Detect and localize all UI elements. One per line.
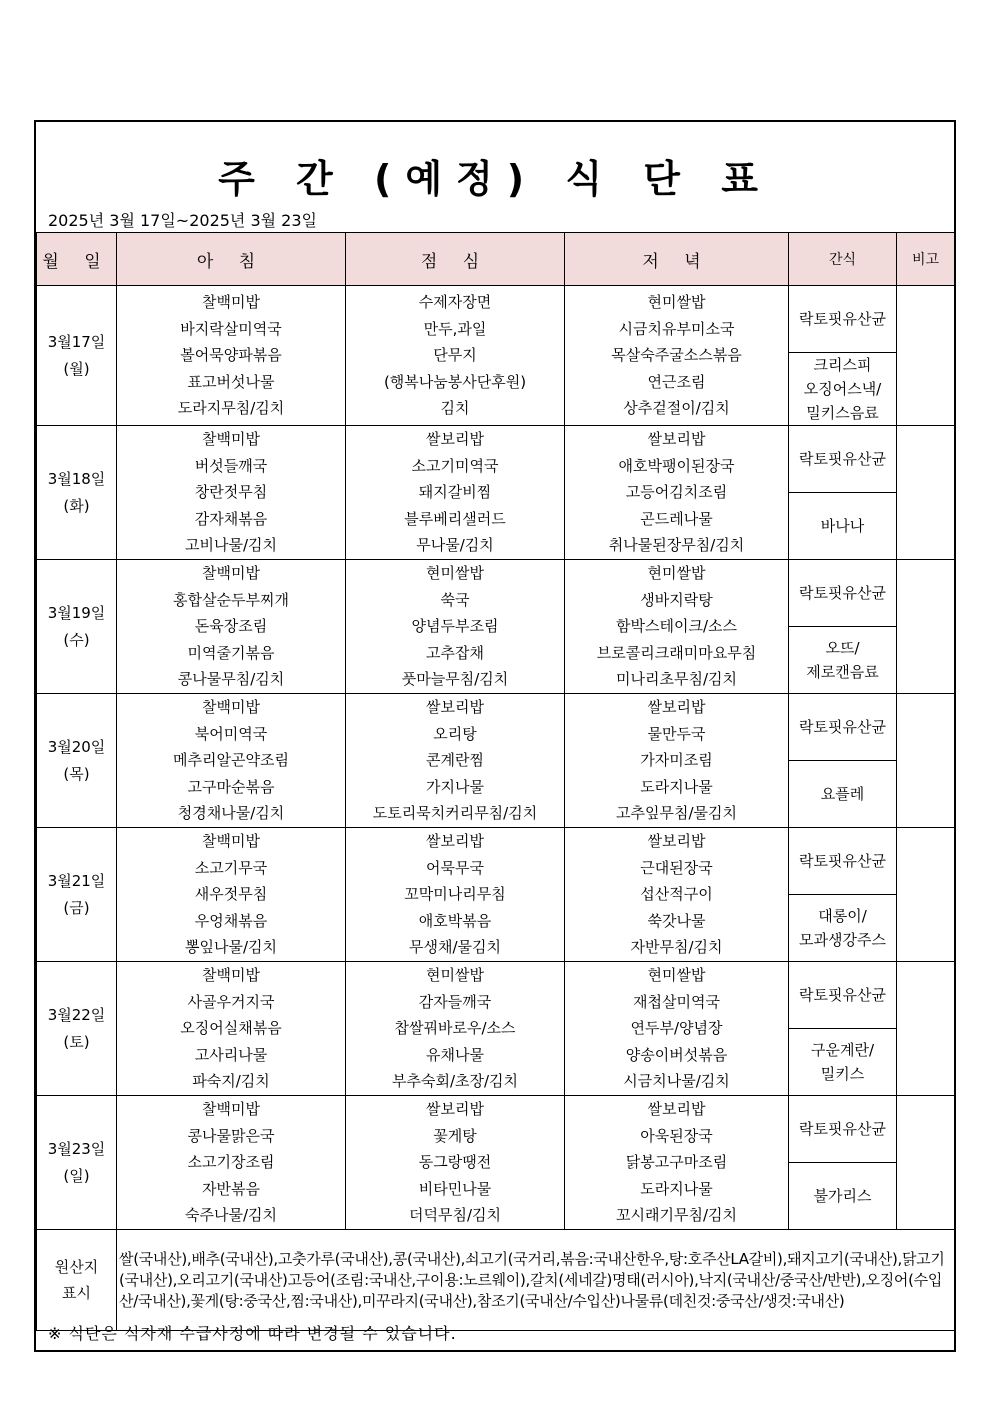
snack-item: 모과생강주스	[799, 931, 886, 949]
breakfast-cell	[117, 962, 346, 1096]
breakfast-item: 북어미역국	[194, 724, 268, 743]
day-cell	[37, 828, 117, 962]
breakfast-item: 버섯들깨국	[194, 456, 268, 475]
snack-item: 구운계란/	[810, 1041, 874, 1059]
header-breakfast: 아 침	[117, 233, 346, 286]
lunch-cell	[346, 828, 565, 962]
breakfast-cell	[117, 828, 346, 962]
dinner-item: 양송이버섯볶음	[625, 1045, 728, 1064]
breakfast-item: 고비나물/김치	[185, 536, 277, 555]
breakfast-item: 창란젓무침	[194, 483, 268, 502]
day-date: 3월19일	[47, 603, 106, 622]
lunch-item: 애호박볶음	[418, 911, 492, 930]
snack-probiotic-cell	[789, 828, 897, 895]
dinner-item: 도라지나물	[640, 1179, 713, 1198]
lunch-item: 더덕무침/김치	[409, 1206, 501, 1225]
day-row	[37, 426, 955, 493]
lunch-cell	[346, 286, 565, 426]
day-weekday: (월)	[63, 359, 90, 378]
breakfast-item: 찰백미밥	[202, 698, 260, 717]
day-row	[37, 560, 955, 627]
breakfast-item: 도라지무침/김치	[177, 399, 285, 418]
day-date: 3월22일	[47, 1005, 106, 1024]
dinner-cell	[565, 426, 789, 560]
snack-extra-cell	[789, 1163, 897, 1230]
lunch-item: 유채나물	[426, 1045, 484, 1064]
snack-probiotic: 락토핏유산균	[799, 852, 886, 870]
breakfast-item: 소고기장조림	[187, 1153, 275, 1172]
origin-row	[37, 1230, 955, 1331]
date-period: 2025년 3월 17일~2025년 3월 23일	[48, 211, 318, 230]
snack-item: 오징어스낵/	[803, 380, 882, 398]
snack-extra-cell	[789, 353, 897, 426]
lunch-item: 무생채/물김치	[409, 938, 501, 957]
breakfast-item: 찰백미밥	[202, 832, 260, 851]
lunch-item: 비타민나물	[418, 1179, 492, 1198]
snack-probiotic: 락토핏유산균	[799, 1120, 886, 1138]
origin-label-line2: 표시	[62, 1284, 91, 1302]
day-date: 3월23일	[47, 1139, 106, 1158]
lunch-item: 현미쌀밥	[426, 966, 484, 985]
dinner-item: 취나물된장무침/김치	[608, 536, 745, 555]
lunch-item: 현미쌀밥	[426, 564, 484, 583]
lunch-item: 쌀보리밥	[426, 698, 484, 717]
snack-extra-cell	[789, 627, 897, 694]
breakfast-item: 오징어실채볶음	[180, 1019, 282, 1038]
remark-cell	[897, 962, 955, 1096]
snack-item: 오뜨/	[825, 639, 860, 657]
header-remark: 비고	[897, 233, 955, 286]
lunch-item: 돼지갈비찜	[418, 483, 492, 502]
dinner-item: 애호박팽이된장국	[618, 456, 735, 475]
breakfast-item: 소고기무국	[194, 858, 268, 877]
breakfast-item: 뽕잎나물/김치	[185, 938, 277, 957]
snack-probiotic-cell	[789, 694, 897, 761]
dinner-item: 쌀보리밥	[647, 832, 706, 851]
snack-extra-cell	[789, 1029, 897, 1096]
snack-item: 바나나	[820, 517, 865, 535]
lunch-item: 도토리묵치커리무침/김치	[372, 804, 538, 823]
snack-extra-cell	[789, 493, 897, 560]
dinner-item: 섭산적구이	[640, 885, 713, 904]
breakfast-cell	[117, 694, 346, 828]
day-cell	[37, 962, 117, 1096]
snack-item: 크리스피	[813, 356, 872, 374]
day-cell	[37, 1096, 117, 1230]
dinner-item: 브로콜리크래미마요무침	[596, 643, 757, 662]
breakfast-item: 고사리나물	[194, 1045, 268, 1064]
dinner-item: 곤드레나물	[640, 509, 713, 528]
lunch-item: 콘계란찜	[426, 751, 484, 770]
snack-item: 제로캔음료	[806, 663, 879, 681]
dinner-item: 미나리초무침/김치	[616, 670, 737, 689]
remark-cell	[897, 426, 955, 560]
lunch-item: 소고기미역국	[411, 456, 499, 475]
lunch-item: 감자들깨국	[418, 992, 492, 1011]
dinner-item: 시금치유부미소국	[618, 319, 735, 338]
breakfast-item: 찰백미밥	[202, 564, 260, 583]
lunch-item: 꼬막미나리무침	[404, 885, 506, 904]
dinner-item: 자반무침/김치	[630, 938, 723, 957]
dinner-item: 목살숙주굴소스볶음	[611, 346, 742, 365]
snack-probiotic-cell	[789, 560, 897, 627]
dinner-item: 쌀보리밥	[647, 1100, 706, 1119]
lunch-item: 무나물/김치	[416, 536, 494, 555]
snack-item: 불가리스	[813, 1187, 872, 1205]
page-title: 주 간 (예정) 식 단 표	[218, 157, 772, 201]
breakfast-item: 파숙지/김치	[192, 1072, 270, 1091]
lunch-item: 고추잡채	[426, 643, 484, 662]
lunch-item: 어묵무국	[426, 858, 484, 877]
snack-probiotic-cell	[789, 1096, 897, 1163]
lunch-cell	[346, 962, 565, 1096]
origin-label-line1: 원산지	[54, 1258, 99, 1276]
day-weekday: (화)	[63, 496, 90, 515]
header-snack: 간식	[789, 233, 897, 286]
breakfast-item: 자반볶음	[202, 1179, 260, 1198]
lunch-item: 동그랑땡전	[418, 1153, 492, 1172]
breakfast-item: 새우젓무침	[194, 885, 268, 904]
dinner-cell	[565, 694, 789, 828]
day-date: 3월21일	[47, 871, 106, 890]
dinner-item: 아욱된장국	[640, 1126, 713, 1145]
remark-cell	[897, 828, 955, 962]
day-weekday: (일)	[63, 1166, 90, 1185]
dinner-item: 상추겉절이/김치	[623, 399, 730, 418]
breakfast-item: 찰백미밥	[202, 966, 260, 985]
lunch-item: 김치	[440, 399, 470, 418]
day-row	[37, 828, 955, 895]
dinner-item: 도라지나물	[640, 777, 713, 796]
dinner-cell	[565, 1096, 789, 1230]
menu-sheet	[34, 120, 956, 1352]
dinner-item: 현미쌀밥	[647, 966, 706, 985]
lunch-item: 블루베리샐러드	[404, 509, 506, 528]
breakfast-item: 찰백미밥	[202, 1100, 260, 1119]
dinner-cell	[565, 560, 789, 694]
lunch-item: 만두,과일	[423, 319, 487, 338]
snack-probiotic: 락토핏유산균	[799, 450, 886, 468]
breakfast-cell	[117, 426, 346, 560]
remark-cell	[897, 286, 955, 426]
breakfast-item: 미역줄기볶음	[187, 643, 275, 662]
lunch-cell	[346, 426, 565, 560]
breakfast-cell	[117, 560, 346, 694]
remark-cell	[897, 560, 955, 694]
breakfast-item: 숙주나물/김치	[185, 1206, 277, 1225]
lunch-item: 부추숙회/초장/김치	[391, 1072, 519, 1091]
lunch-item: 쌀보리밥	[426, 430, 484, 449]
lunch-cell	[346, 1096, 565, 1230]
header-day: 월 일	[37, 233, 117, 286]
lunch-item: 가지나물	[426, 777, 484, 796]
breakfast-item: 콩나물무침/김치	[177, 670, 285, 689]
lunch-cell	[346, 560, 565, 694]
header-lunch: 점 심	[346, 233, 565, 286]
snack-item: 대롱이/	[818, 907, 867, 925]
dinner-item: 고추잎무침/물김치	[616, 804, 737, 823]
snack-probiotic: 락토핏유산균	[799, 584, 886, 602]
breakfast-item: 감자채볶음	[194, 509, 268, 528]
breakfast-item: 찰백미밥	[202, 430, 260, 449]
lunch-item: 쌀보리밥	[426, 832, 484, 851]
header-dinner: 저 녁	[565, 233, 789, 286]
breakfast-item: 사골우거지국	[187, 992, 275, 1011]
dinner-item: 근대된장국	[640, 858, 713, 877]
snack-item: 요플레	[820, 785, 865, 803]
dinner-item: 현미쌀밥	[647, 293, 706, 312]
dinner-item: 연두부/양념장	[630, 1019, 723, 1038]
day-date: 3월18일	[47, 469, 106, 488]
dinner-item: 함박스테이크/소스	[616, 617, 737, 636]
breakfast-item: 고구마순볶음	[187, 777, 275, 796]
origin-label	[37, 1230, 117, 1331]
snack-item: 밀키스음료	[806, 404, 879, 422]
lunch-item: 양념두부조림	[411, 617, 499, 636]
snack-item: 밀키스	[820, 1065, 865, 1083]
day-cell	[37, 286, 117, 426]
breakfast-item: 찰백미밥	[202, 293, 260, 312]
day-weekday: (목)	[63, 764, 90, 783]
day-cell	[37, 560, 117, 694]
lunch-item: 풋마늘무침/김치	[401, 670, 509, 689]
lunch-item: 수제자장면	[418, 293, 492, 312]
menu-table	[36, 232, 955, 1331]
footer-note: ※ 식단은 식자재 수급사정에 따라 변경될 수 있습니다.	[48, 1324, 457, 1343]
day-weekday: (금)	[63, 898, 90, 917]
dinner-item: 쌀보리밥	[647, 430, 706, 449]
lunch-item: 꽃게탕	[433, 1126, 477, 1145]
day-date: 3월17일	[47, 332, 106, 351]
day-row	[37, 694, 955, 761]
snack-probiotic: 락토핏유산균	[799, 310, 886, 328]
lunch-item: 쌀보리밥	[426, 1100, 484, 1119]
breakfast-cell	[117, 286, 346, 426]
dinner-item: 고등어김치조림	[625, 483, 728, 502]
day-row	[37, 1096, 955, 1163]
dinner-cell	[565, 828, 789, 962]
snack-probiotic: 락토핏유산균	[799, 718, 886, 736]
lunch-item: (행복나눔봉사단후원)	[383, 372, 527, 391]
lunch-item: 쑥국	[440, 590, 470, 609]
snack-extra-cell	[789, 761, 897, 828]
day-row	[37, 962, 955, 1029]
day-cell	[37, 426, 117, 560]
breakfast-item: 우엉채볶음	[194, 911, 268, 930]
lunch-item: 오리탕	[433, 724, 477, 743]
day-weekday: (수)	[63, 630, 90, 649]
snack-probiotic-cell	[789, 426, 897, 493]
breakfast-item: 표고버섯나물	[187, 372, 275, 391]
lunch-item: 찹쌀꿔바로우/소스	[394, 1019, 516, 1038]
dinner-item: 연근조림	[647, 372, 706, 391]
dinner-cell	[565, 962, 789, 1096]
header-row	[37, 233, 955, 286]
breakfast-item: 콩나물맑은국	[187, 1126, 275, 1145]
lunch-cell	[346, 694, 565, 828]
dinner-item: 쌀보리밥	[647, 698, 706, 717]
dinner-item: 물만두국	[647, 724, 706, 743]
dinner-item: 닭봉고구마조림	[625, 1153, 728, 1172]
day-weekday: (토)	[63, 1032, 90, 1051]
dinner-item: 꼬시래기무침/김치	[616, 1206, 737, 1225]
breakfast-item: 청경채나물/김치	[177, 804, 285, 823]
dinner-item: 가자미조림	[640, 751, 713, 770]
snack-extra-cell	[789, 895, 897, 962]
remark-cell	[897, 694, 955, 828]
origin-text: 쌀(국내산),배추(국내산),고춧가루(국내산),콩(국내산),쇠고기(국거리,볶음:국내산한우,탕:호주산LA갈비),돼지고기(국내산),닭고기(국내산),오리고기(국내산)고등어(조림:국내산,구이용:노르웨이),갈치(세네갈)명태(러시아),낙지(국내산/중국산/반반),오징어(수입산/국내산),꽃게(탕:중국산,찜:국내산),미꾸라지(국내산),참조기(국내산/수입산)나물류(데친것:중국산/생것:국내산)	[117, 1230, 955, 1331]
lunch-item: 단무지	[433, 346, 477, 365]
breakfast-cell	[117, 1096, 346, 1230]
day-cell	[37, 694, 117, 828]
breakfast-item: 바지락살미역국	[180, 319, 282, 338]
dinner-item: 재첩살미역국	[633, 992, 720, 1011]
day-date: 3월20일	[47, 737, 106, 756]
snack-probiotic-cell	[789, 962, 897, 1029]
dinner-item: 생바지락탕	[640, 590, 713, 609]
breakfast-item: 돈육장조림	[194, 617, 268, 636]
dinner-item: 시금치나물/김치	[623, 1072, 730, 1091]
day-row	[37, 286, 955, 353]
breakfast-item: 홍합살순두부찌개	[173, 590, 289, 609]
breakfast-item: 볼어묵양파볶음	[180, 346, 282, 365]
dinner-cell	[565, 286, 789, 426]
breakfast-item: 메추리알곤약조림	[173, 751, 289, 770]
snack-probiotic-cell	[789, 286, 897, 353]
dinner-item: 현미쌀밥	[647, 564, 706, 583]
snack-probiotic: 락토핏유산균	[799, 986, 886, 1004]
dinner-item: 쑥갓나물	[647, 911, 706, 930]
remark-cell	[897, 1096, 955, 1230]
